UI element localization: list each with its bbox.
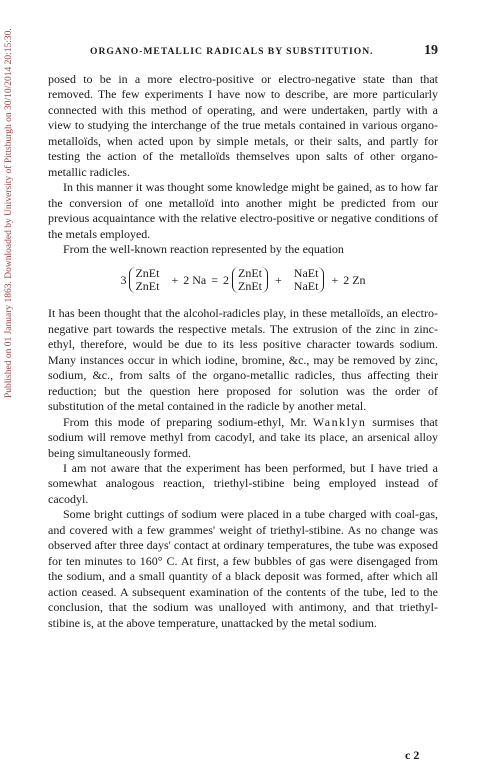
- equation-equals: =: [211, 272, 218, 287]
- running-title: ORGANO-METALLIC RADICALS BY SUBSTITUTION.: [90, 46, 374, 57]
- equation-coefficient-3: 3: [120, 272, 127, 287]
- equation-group-zinc-ethyl-product: [232, 267, 268, 293]
- paragraph-5-end: surmises that sodium will remove methyl from cacodyl, and take its place, an arsenical alloy being simultaneously formed.: [48, 414, 438, 460]
- equation-coefficient-2: 2: [223, 272, 229, 287]
- paragraph-6: I am not aware that the experiment has been performed, but I have tried a somewhat analogous reaction, triethyl-stibine being employed instead of cacodyl.: [48, 460, 438, 506]
- page-number: 19: [424, 43, 438, 58]
- paragraph-7: Some bright cuttings of sodium were placed in a tube charged with coal-gas, and covered with a few grammes' weight of triethyl-stibine. As no change was observed after three days' contact at ordinary temperatures, the tube was exposed for ten minutes to 160° C. At first, a few bubbles of gas were disengaged from the sodium, and a small quantity of a black deposit was formed, after which all action ceased. A subsequent examination of the contents of the tube, led to the conclusion, that the sodium was unalloyed with antimony, and that triethyl-stibine is, at the above temperature, unattacked by the metal sodium.: [48, 507, 438, 630]
- signature-mark: c 2: [405, 748, 420, 762]
- equation-group-top: ZnEt: [135, 266, 160, 281]
- paragraph-2: In this manner it was thought some knowledge might be gained, as to how far the conversion of one metalloïd into another might be predicted from our previous acquaintance with the relative electro-positive or negative conditions of the metals employed.: [48, 180, 438, 241]
- body-text: [48, 72, 438, 631]
- equation-group-top: ZnEt: [238, 266, 262, 281]
- equation-group-bottom: ZnEt: [238, 279, 262, 294]
- provenance-text: Published on 01 January 1863. Downloaded by University of Pittsburgh on 30/10/2014 20:15:30.: [4, 28, 14, 398]
- author-name: Wanklyn: [312, 414, 367, 429]
- paragraph-4: It has been thought that the alcohol-radicles play, in these metalloïds, an electro-negative part towards the respective metals. The extrusion of the zinc in zinc-ethyl, therefore, would be due to its less positive character towards sodium. Many instances occur in which iodine, bromine, &c., may be removed by zinc, sodium, &c., from salts of the organo-metallic radicles, thus affecting their reduction; but the question here proposed for solution was the order of substitution of the metal contained in the radicle by another metal.: [48, 306, 438, 414]
- paragraph-5-start: From this mode of preparing sodium-ethyl, Mr.: [63, 414, 313, 429]
- equation-group-sodium-ethyl: [289, 267, 325, 293]
- equation-term-zinc: 2 Zn: [343, 272, 366, 287]
- equation-plus: +: [171, 272, 179, 287]
- paragraph-3: From the well-known reaction represented by the equation: [63, 241, 344, 256]
- equation-group-bottom: ZnEt: [135, 279, 160, 294]
- equation-group-bottom: NaEt: [293, 279, 319, 294]
- equation-plus: +: [275, 272, 282, 287]
- paragraph-5: [48, 415, 438, 461]
- equation-group-zinc-ethyl: [129, 267, 164, 293]
- provenance-note: [4, 28, 22, 416]
- chemical-equation: [48, 262, 438, 298]
- paragraph-1: posed to be in a more electro-positive or electro-negative state than that removed. The few experiments I have now to describe, are more particularly connected with this method of operating, and were undertaken, partly with a view to studying the interchange of the true metals contained in various organo-metalloïds, when acted upon by simple metals, or their salts, and partly for testing the action of the metalloïds themselves upon salts of other organo-metallic radicles.: [48, 72, 438, 179]
- running-header: [48, 43, 438, 61]
- equation-group-top: NaEt: [293, 266, 319, 281]
- equation-term-sodium: 2 Na: [183, 272, 207, 287]
- equation-plus: +: [331, 272, 339, 287]
